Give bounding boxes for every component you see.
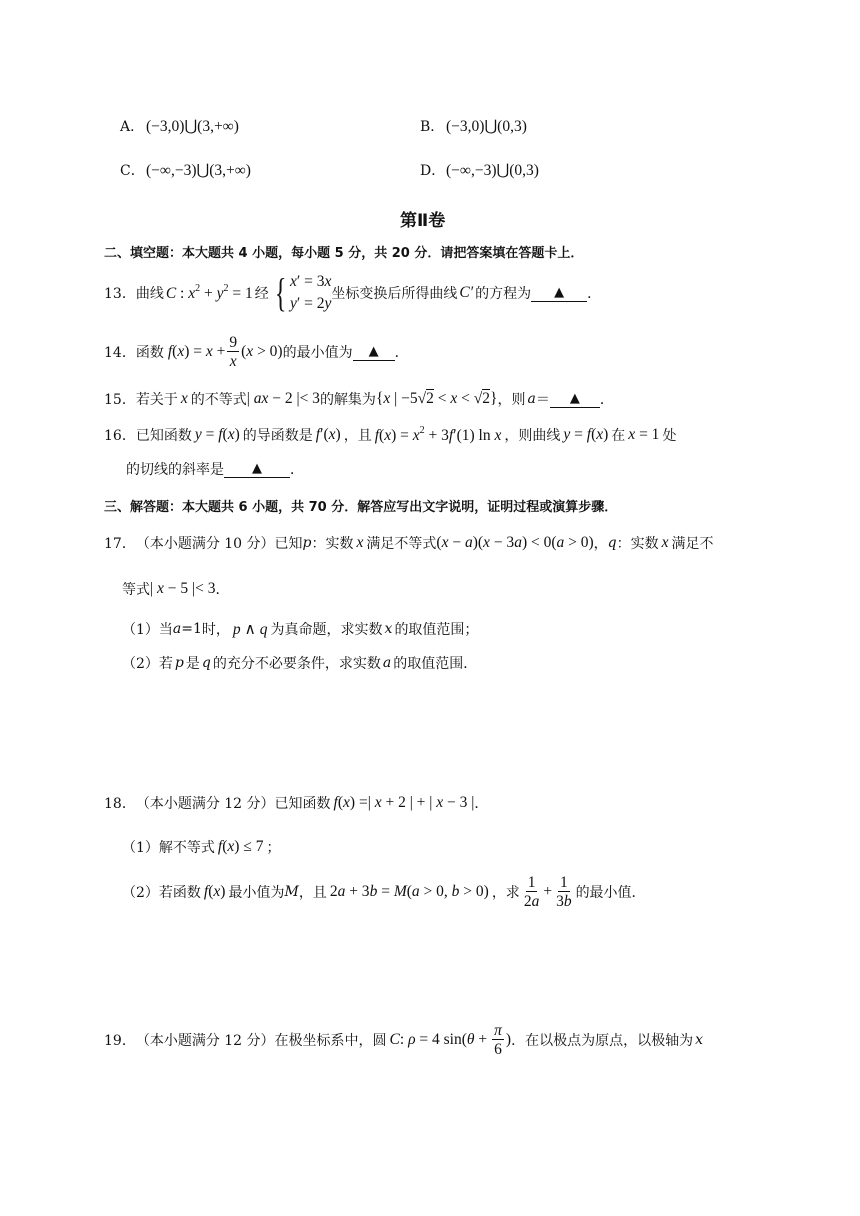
q17-sub2-b: 是 — [185, 656, 200, 672]
question-19: 19． （本小题满分 12 分） 在极坐标系中，圆 C: ρ = 4 sin(θ + $\frac{\pi}{6}$ ) ．在以极点为原点，以极轴为 x — [104, 1021, 703, 1058]
option-d-label: D． — [420, 163, 446, 179]
q16-text-7: 的切线的斜率是 — [126, 462, 224, 478]
blank-marker: ▲ — [368, 344, 379, 359]
q16-text-4: ，则曲线 — [504, 428, 561, 444]
q19-number: 19． — [104, 1033, 136, 1049]
q17-text-2: ：实数 — [311, 536, 354, 552]
q18-end: ． — [474, 796, 489, 812]
q15-answer-blank — [550, 390, 600, 408]
q17-text-7: 等式 — [122, 582, 150, 598]
q19-text-1: 在极坐标系中，圆 — [274, 1033, 387, 1049]
q14-text-1: 函数 — [135, 345, 164, 361]
q15-number: 15． — [104, 392, 136, 408]
q17-sub1-b: 时， — [201, 622, 230, 638]
question-16: 16． 已知函数 y = f(x) 的导函数是 f′(x) ，且 $f(x) = x^2 + 3f'(1)$ ln x ，则曲线 y = f(x) 在 x = 1 处 — [104, 425, 677, 444]
q17-number: 17． — [104, 536, 136, 552]
q13-text-4: 的方程为 — [475, 286, 532, 302]
q18-sub2-b: 最小值为 — [228, 885, 285, 901]
question-15: 15． 若关于 x 的不等式 | ax − 2 |< 3 的解集为 {x | −5√2 < x < √2} ，则 a ＝ ▲ ． — [104, 390, 614, 408]
q17-end: ． — [215, 582, 230, 598]
q17-sub2-d: 的取值范围． — [393, 656, 478, 672]
question-13: 13． 曲线 C : $x^2 + y^2 = 1$ 经 { x′ = 3x y′ = 2y 坐标变换后所得曲线 C′ 的方程为 ▲ ． — [104, 270, 602, 315]
q18-sub1-a: （1）解不等式 — [122, 840, 215, 856]
q13-number: 13． — [104, 286, 136, 302]
question-18-part-2: （2）若函数 f(x) 最小值为 M ，且 2a + 3b = M(a > 0, b > 0) ，求 $\frac{1}{2a}$ + $\frac{1}{3b}$ 的最小值． — [122, 873, 646, 910]
question-14: 14． 函数 f(x) = x + $\frac{9}{x}$ (x > 0) 的最小值为 ▲ ． — [104, 333, 409, 370]
q17-sub2-a: （2）若 — [122, 656, 173, 672]
q17-sub1-d: 的取值范围； — [394, 622, 479, 638]
section-3-heading: 三、解答题：本大题共 6 小题，共 70 分．解答应写出文字说明，证明过程或演算步骤． — [104, 500, 618, 515]
q16-text-6: 处 — [662, 428, 677, 444]
option-c-value: (−∞,−3)⋃(3,+∞) — [146, 162, 251, 179]
option-c-label: C． — [120, 163, 145, 179]
q17-score: （本小题满分 10 分） — [135, 536, 275, 552]
q19-text-2: ．在以极点为原点，以极轴为 — [511, 1033, 694, 1049]
q15-text-1: 若关于 — [135, 392, 178, 408]
q14-text-2: 的最小值为 — [282, 345, 353, 361]
q17-text-5: ：实数 — [616, 536, 659, 552]
question-17-part-2: （2）若 p 是 q 的充分不必要条件，求实数 a 的取值范围． — [122, 655, 478, 672]
q18-score: （本小题满分 12 分） — [135, 796, 275, 812]
question-18: 18． （本小题满分 12 分） 已知函数 f(x) =| x + 2 | + | x − 3 | ． — [104, 794, 489, 812]
q17-sub2-c: 的充分不必要条件，求实数 — [212, 656, 381, 672]
option-a — [120, 116, 239, 136]
option-b-value: (−3,0)⋃(0,3) — [446, 118, 527, 135]
q16-answer-blank — [224, 460, 290, 478]
q13-text-3: 坐标变换后所得曲线 — [331, 286, 458, 302]
question-16-line-2 — [126, 458, 304, 480]
q17-text-6: 满足不 — [671, 536, 714, 552]
question-17-line-2: 等式 | x − 5 |< 3 ． — [122, 580, 230, 598]
q14-end: ． — [394, 345, 409, 361]
question-17-part-1: （1）当 a =1 时， p ∧ q 为真命题，求实数 x 的取值范围； — [122, 620, 479, 638]
q18-sub2-a: （2）若函数 — [122, 885, 201, 901]
q16-end: ． — [290, 462, 304, 478]
blank-marker: ▲ — [554, 285, 565, 300]
blank-marker: ▲ — [252, 461, 262, 476]
q16-number: 16． — [104, 428, 136, 444]
section-2-heading: 二、填空题：本大题共 4 小题，每小题 5 分，共 20 分．请把答案填在答题卡上． — [104, 246, 584, 261]
q18-sub2-e: 的最小值． — [575, 885, 646, 901]
section-2-title: 第Ⅱ卷 — [400, 211, 446, 231]
q14-number: 14． — [104, 345, 136, 361]
q15-text-5: ＝ — [535, 392, 550, 408]
q16-text-1: 已知函数 — [135, 428, 192, 444]
q16-text-2: 的导函数是 — [242, 428, 313, 444]
q13-end: ． — [587, 286, 602, 302]
option-a-label: A． — [120, 119, 145, 135]
question-17: 17． （本小题满分 10 分） 已知 p ：实数 x 满足不等式 (x − a)(x − 3a) < 0(a > 0) ， q ：实数 x 满足不 — [104, 534, 714, 552]
q13-answer-blank — [531, 284, 587, 302]
q16-text-5: 在 — [611, 428, 626, 444]
question-18-part-1: （1）解不等式 f(x) ≤ 7 ； — [122, 838, 281, 856]
q15-text-4: ，则 — [497, 392, 526, 408]
q16-text-3: ，且 — [343, 428, 372, 444]
q17-text-4: ， — [593, 536, 608, 552]
q19-score: （本小题满分 12 分） — [135, 1033, 275, 1049]
q14-answer-blank — [353, 343, 395, 361]
option-d — [420, 160, 539, 180]
q15-text-2: 的不等式 — [190, 392, 247, 408]
q13-text-1: 曲线 — [135, 286, 164, 302]
option-d-value: (−∞,−3)⋃(0,3) — [446, 162, 539, 179]
q15-text-3: 的解集为 — [319, 392, 376, 408]
option-b — [420, 116, 527, 136]
q18-number: 18． — [104, 796, 136, 812]
q15-end: ． — [599, 392, 614, 408]
q18-sub1-end: ； — [266, 840, 281, 856]
option-c — [120, 160, 251, 180]
q13-text-2: 经 — [254, 286, 269, 302]
q17-sub1-c: 为真命题，求实数 — [270, 622, 383, 638]
q18-text-1: 已知函数 — [274, 796, 331, 812]
blank-marker: ▲ — [569, 391, 580, 406]
q17-text-3: 满足不等式 — [366, 536, 437, 552]
q18-sub2-d: ，求 — [491, 885, 520, 901]
option-a-value: (−3,0)⋃(3,+∞) — [146, 118, 239, 135]
option-b-label: B． — [420, 119, 445, 135]
q17-text-1: 已知 — [274, 536, 303, 552]
q18-sub2-c: ，且 — [298, 885, 327, 901]
q17-sub1-a: （1）当 — [122, 622, 173, 638]
